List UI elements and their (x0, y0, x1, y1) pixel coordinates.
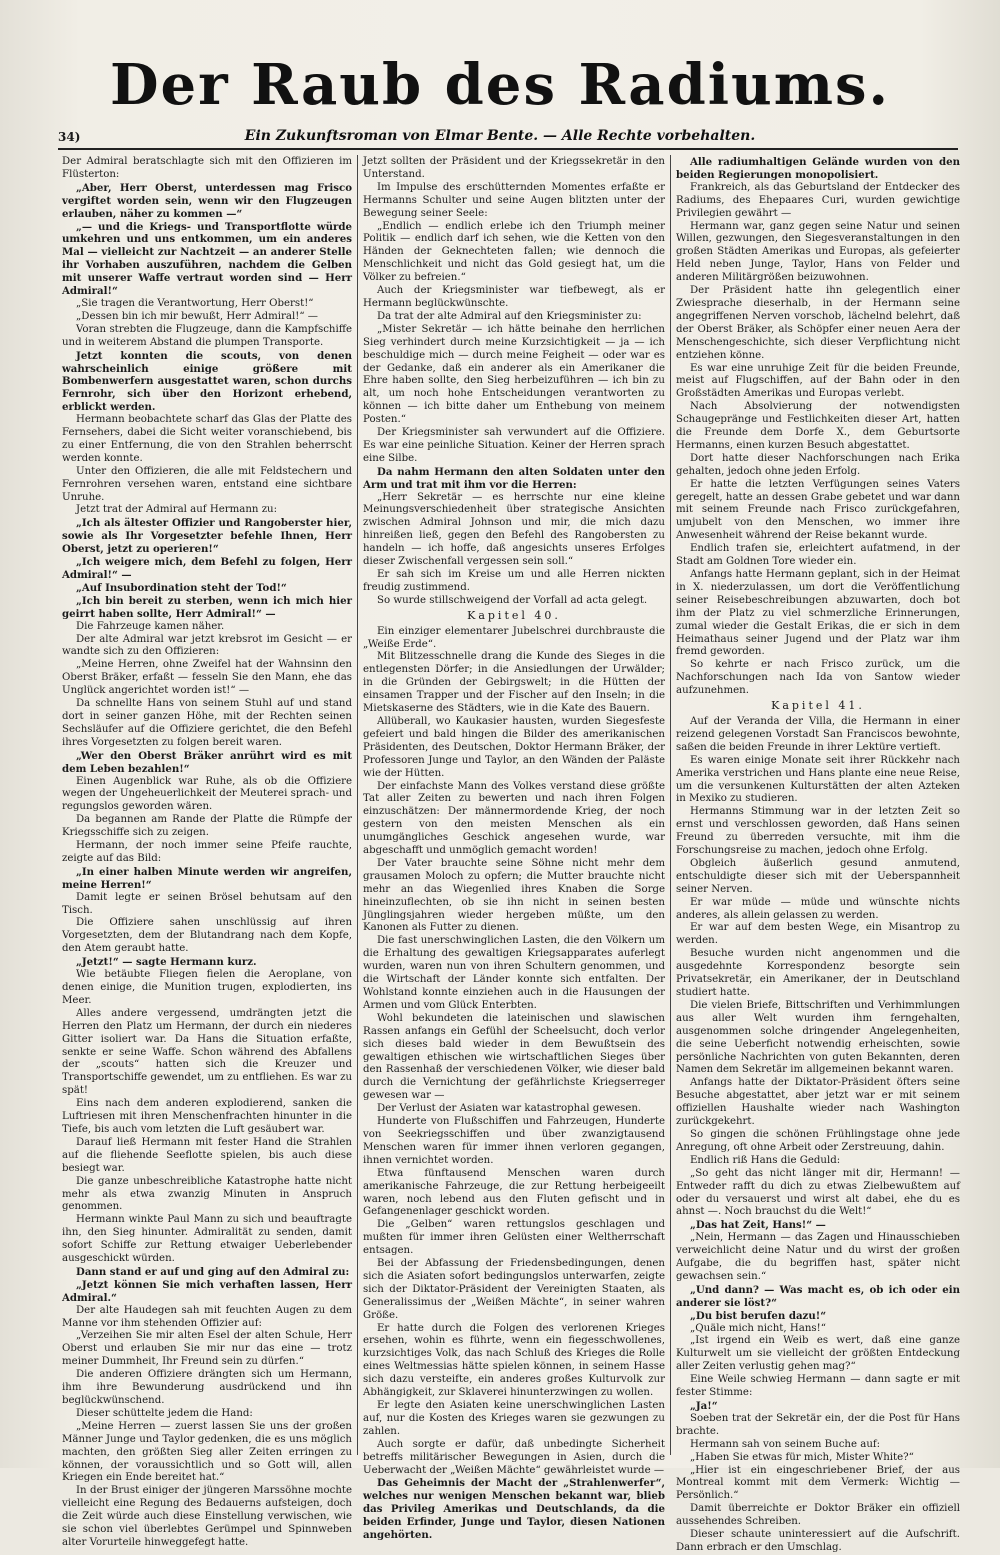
paragraph: „Hier ist ein eingeschriebener Brief, der aus Montreal kommt mit dem Vermerk: Wichtig — Persönlich.“ (676, 1464, 960, 1502)
paragraph: „Das hat Zeit, Hans!“ — (690, 1219, 826, 1232)
chapter-heading: Kapitel 41. (771, 699, 865, 713)
paragraph: „Jetzt können Sie mich verhaften lassen, Herr Admiral.“ (62, 1278, 352, 1304)
paragraph: Frankreich, als das Geburtsland der Entdecker des Radiums, des Ehepaares Curi, wurden gewichtige Privilegien gewährt — (676, 181, 960, 219)
paragraph: Hunderte von Flußschiffen und Fahrzeugen, Hunderte von Seekriegsschiffen und über zwanzigtausend Menschen waren für immer ihnen verloren gegangen, ihnen vernichtet worden. (363, 1116, 665, 1166)
paragraph: Soeben trat der Sekretär ein, der die Post für Hans brachte. (676, 1412, 960, 1437)
page-title: Der Raub des Radiums. (109, 52, 890, 118)
paragraph: Die „Gelben“ waren rettungslos geschlagen und mußten für immer ihren Gelüsten einer Weltherrschaft entsagen. (363, 1219, 665, 1257)
paragraph: Er war auf dem besten Wege, ein Misantrop zu werden. (676, 922, 960, 947)
paragraph: Der einfachste Mann des Volkes verstand diese größte Tat aller Zeiten zu bewerten und nach ihren Folgen einzuschätzen: Der männermordende Krieg, der noch gestern von den meisten Menschen als ein unumgängliches Geschick angesehen wurde, war abgeschafft und unmöglich gemacht worden! (363, 780, 665, 857)
paragraph: „In einer halben Minute werden wir angreifen, meine Herren!“ (62, 865, 352, 891)
paragraph: Er legte den Asiaten keine unerschwinglichen Lasten auf, nur die Kosten des Krieges waren sie gezwungen zu zahlen. (363, 1400, 665, 1437)
paragraph: Nach Absolvierung der notwendigsten Schaugepränge und Festlichkeiten dieser Art, hatten die Freunde dem Dorfe X., dem Geburtsorte Hermanns, einen kurzen Besuch abgestattet. (676, 401, 960, 451)
paragraph: „Ich bin bereit zu sterben, wenn ich mich hier geirrt haben sollte, Herr Admiral!“ — (62, 594, 352, 620)
paragraph: Ein einziger elementarer Jubelschrei durchbrauste die „Weiße Erde“. (363, 625, 665, 650)
paragraph: „Meine Herren, ohne Zweifel hat der Wahnsinn den Oberst Bräker, erfaßt — fesseln Sie den Mann, ehe das Unglück angerichtet worden ist!“ — (62, 659, 352, 697)
paragraph: „Du bist berufen dazu!“ (690, 1309, 827, 1322)
paragraph: Der Präsident hatte ihn gelegentlich einer Zwiesprache dieserhalb, in der Hermann seine angegriffenen Nerven vorschob, lächelnd belehrt, daß der Oberst Bräker, als Schöpfer einer neuen Aera der Menschengeschichte, sich dieser Verpflichtung nicht entziehen könne. (676, 285, 960, 361)
paragraph: Dort hatte dieser Nachforschungen nach Erika gehalten, jedoch ohne jeden Erfolg. (676, 452, 960, 477)
article-column-1 (62, 156, 352, 1548)
column-divider (670, 155, 671, 1455)
paragraph: Darauf ließ Hermann mit fester Hand die Strahlen auf die fliehende Seeflotte spielen, bis auch diese besiegt war. (62, 1136, 352, 1174)
paragraph: „So geht das nicht länger mit dir, Hermann! — Entweder rafft du dich zu etwas Zielbewußtem auf oder du versauerst und wirst alt dabei, ehe du es ahnst —. Noch brauchst du die Welt!“ (676, 1167, 960, 1218)
paragraph: So kehrte er nach Frisco zurück, um die Nachforschungen nach Ida von Santow wieder aufzunehmen. (676, 659, 960, 697)
paragraph: „Ich als ältester Offizier und Rangoberster hier, sowie als Ihr Vorgesetzter befehle Ihnen, Herr Oberst, jetzt zu operieren!“ (62, 517, 352, 556)
paragraph: Anfangs hatte der Diktator-Präsident öfters seine Besuche abgestattet, aber jetzt war er mit seinem offiziellen Haushalte wieder nach Washington zurückgekehrt. (676, 1077, 960, 1128)
paragraph: „Aber, Herr Oberst, unterdessen mag Frisco vergiftet worden sein, wenn wir den Flugzeugen erlauben, näher zu kommen —“ (62, 181, 352, 220)
paragraph: „Auf Insubordination steht der Tod!“ (76, 581, 287, 594)
paragraph: Die Fahrzeuge kamen näher. (76, 620, 225, 632)
paragraph: „— und die Kriegs- und Transportflotte würde umkehren und uns entkommen, um ein anderes Mal — vielleicht zur Nachtzeit — an anderer Stelle ihr Vorhaben auszuführen, nachdem die Gelben mit unserer Waffe vertraut worden sind — Herr Admiral!“ (62, 220, 352, 298)
paragraph: Eins nach dem anderen explodierend, sanken die Luftriesen mit ihren Menschenfrachten hinunter in die Tiefe, bis auch vom letzten die Luft gesäubert war. (62, 1098, 352, 1135)
paragraph: Der alte Admiral war jetzt krebsrot im Gesicht — er wandte sich zu den Offizieren: (62, 633, 352, 658)
paragraph: Die Offiziere sahen unschlüssig auf ihren Vorgesetzten, dem der Blutandrang nach dem Kopfe, den Atem geraubt hatte. (62, 917, 352, 955)
paragraph: Er hatte durch die Folgen des verlorenen Krieges ersehen, wohin es führte, wenn ein fiegesschwollenes, kurzsichtiges Volk, das nach Schluß des Krieges die Rolle eines Weltmessias hätte spielen können, in seinem Hasse sich dazu versteifte, ein anderes großes Kulturvolk zur Abhängigkeit, zur Sklaverei hinunterzwingen zu wollen. (363, 1322, 665, 1399)
paragraph: Eine Weile schwieg Hermann — dann sagte er mit fester Stimme: (676, 1374, 960, 1399)
paragraph: Hermann beobachtete scharf das Glas der Platte des Fernsehers, dabei die Sicht weiter voranschiebend, bis zu einer Entfernung, die von den Strahlen beherrscht werden konnte. (62, 414, 352, 464)
paragraph: Auch sorgte er dafür, daß unbedingte Sicherheit betreffs militärischer Bewegungen in Asien, durch die Ueberwacht der „Weißen Mächte“ gewährleistet wurde — (363, 1438, 665, 1476)
chapter-heading: Kapitel 40. (467, 608, 561, 622)
paragraph: So gingen die schönen Frühlingstage ohne jede Anregung, oft ohne Arbeit oder Zerstreuung, dahin. (676, 1128, 960, 1153)
paragraph: Alle radiumhaltigen Gelände wurden von den beiden Regierungen monopolisiert. (676, 156, 960, 181)
article-column-3 (676, 156, 960, 1553)
paragraph: Obgleich äußerlich gesund anmutend, entschuldigte dieser sich mit der Ueberspannheit seiner Nerven. (676, 857, 960, 895)
paragraph: Bei der Abfassung der Friedensbedingungen, denen sich die Asiaten sofort bedingungslos unterwarfen, zeigte sich der Diktator-Präsident der Vereinigten Staaten, als Generalissimus der „Weißen Mächte“, in seiner wahren Größe. (363, 1258, 665, 1321)
paragraph: „Wer den Oberst Bräker anrührt wird es mit dem Leben bezahlen!“ (62, 749, 352, 775)
paragraph: Wie betäubte Fliegen fielen die Aeroplane, von denen einige, die Munition trugen, explodierten, ins Meer. (62, 969, 352, 1006)
paragraph: So wurde stillschweigend der Vorfall ad acta gelegt. (377, 594, 648, 606)
paragraph: Es war eine unruhige Zeit für die beiden Freunde, meist auf Flugschiffen, auf der Bahn oder in den Großstädten Amerikas und Europas verlebt. (676, 362, 960, 400)
paragraph: Endlich trafen sie, erleichtert aufatmend, in der Stadt am Goldnen Tore wieder ein. (676, 543, 960, 568)
paragraph: „Ich weigere mich, dem Befehl zu folgen, Herr Admiral!“ — (62, 556, 352, 581)
paragraph: Er war müde — müde und wünschte nichts anderes, als allein gelassen zu werden. (676, 896, 960, 921)
paragraph: Voran strebten die Flugzeuge, dann die Kampfschiffe und in weiterem Abstand die plumpen Transporte. (62, 323, 352, 348)
paragraph: Wohl bekundeten die lateinischen und slawischen Rassen anfangs ein Gefühl der Scheelsucht, doch verlor sich dieses bald wieder in dem Bewußtsein des gewaltigen ethischen wie wirtschaftlichen Sieges über den Rassenhaß der verschiedenen Völker, wie dieser bald durch die Vernichtung der gefährlichste Kriegserreger gewesen war — (363, 1012, 665, 1102)
paragraph: Unter den Offizieren, die alle mit Feldstechern und Fernrohren versehen waren, entstand eine sichtbare Unruhe. (62, 465, 352, 503)
paragraph: Einen Augenblick war Ruhe, als ob die Offiziere wegen der Ungeheuerlichkeit der Meuterei sprach- und regungslos geworden wären. (62, 775, 352, 813)
paragraph: Die ganze unbeschreibliche Katastrophe hatte nicht mehr als etwa zwanzig Minuten in Anspruch genommen. (62, 1175, 352, 1213)
paragraph: Dieser schaute uninteressiert auf die Aufschrift. Dann erbrach er den Umschlag. (676, 1529, 960, 1553)
page-number: 34) (58, 130, 81, 144)
paragraph: Besuche wurden nicht angenommen und die ausgedehnte Korrespondenz besorgte sein Privatsekretär, ein Amerikaner, der in Deutschland studiert hatte. (676, 948, 960, 998)
paragraph: Im Impulse des erschütternden Momentes erfaßte er Hermanns Schulter und seine Augen blitzten unter der Bewegung seiner Seele: (363, 181, 665, 219)
paragraph: Da trat der alte Admiral auf den Kriegsminister zu: (377, 310, 642, 322)
paragraph: „Ja!“ (690, 1400, 718, 1412)
paragraph: Auch der Kriegsminister war tiefbewegt, als er Hermann beglückwünschte. (363, 285, 665, 309)
paragraph: Dann stand er auf und ging auf den Admiral zu: (76, 1265, 350, 1278)
paragraph: Alles andere vergessend, umdrängten jetzt die Herren den Platz um Hermann, der durch ein niederes Gitter isoliert war. Da Hans die Situation erfaßte, senkte er seine Waffe. Schon während des Abfallens der „scouts“ hatten sich die Kreuzer und Transportschiffe gewendet, um zu entfliehen. Es war zu spät! (62, 1007, 352, 1097)
paragraph: Anfangs hatte Hermann geplant, sich in der Heimat in X. niederzulassen, um dort die Veröffentlichung seiner Reisebeschreibungen abzuwarten, doch bot ihm der Platz zu viel schmerzliche Erinnerungen, zumal wieder die Gestalt Erikas, die er sich in dem Heimathaus seiner Jugend und der Platz war ihm fremd geworden. (676, 569, 960, 658)
paragraph: Er sah sich im Kreise um und alle Herren nickten freudig zustimmend. (363, 569, 665, 593)
paragraph: Jetzt trat der Admiral auf Hermann zu: (76, 504, 278, 516)
article-column-2 (363, 156, 665, 1542)
paragraph: „Quäle mich nicht, Hans!“ (690, 1322, 826, 1334)
paragraph: „Nein, Hermann — das Zagen und Hinausschieben verweichlicht deine Natur und du wirst der großen Aufgabe, die du begriffen hast, später nicht gewachsen sein.“ (676, 1232, 960, 1282)
paragraph: „Sie tragen die Verantwortung, Herr Oberst!“ (76, 297, 314, 309)
paragraph: Etwa fünftausend Menschen waren durch amerikanische Fahrzeuge, die zur Rettung herbeigeeilt waren, noch lebend aus den Fluten gefischt und in Gefangenenlager geschickt worden. (363, 1167, 665, 1218)
paragraph: Er hatte die letzten Verfügungen seines Vaters geregelt, hatte an dessen Grabe gebetet und war dann mit seinem Freunde nach Frisco zurückgefahren, umjubelt von den Menschen, wo immer ihre Anwesenheit während der Reise bekannt wurde. (676, 478, 960, 542)
paragraph: Da nahm Hermann den alten Soldaten unter den Arm und trat mit ihm vor die Herren: (363, 465, 665, 491)
paragraph: Hermann sah von seinem Buche auf: (690, 1438, 881, 1450)
paragraph: Der alte Haudegen sah mit feuchten Augen zu dem Manne vor ihm stehenden Offizier auf: (62, 1304, 352, 1329)
paragraph: Jetzt sollten der Präsident und der Kriegssekretär in den Unterstand. (363, 156, 665, 180)
paragraph: Da schnellte Hans von seinem Stuhl auf und stand dort in seiner ganzen Höhe, mit der Rechten seinen Sechsläufer auf die Offiziere gerichtet, die den Befehl ihres Vorgesetzten zu folgen bereit waren. (62, 698, 352, 748)
paragraph: Mit Blitzesschnelle drang die Kunde des Sieges in die entlegensten Dörfer; in die Ansiedlungen der Urwälder; in die Gründen der Gebirgswelt; in die Hütten der einsamen Trapper und der Fischer auf den Inseln; in die Mietskaserne des Städters, wie in die Kate des Bauern. (363, 651, 665, 715)
paragraph: Das Geheimnis der Macht der „Strahlenwerfer“, welches nur wenigen Menschen bekannt war, blieb das Privileg Amerikas und Deutschlands, da die beiden Erfinder, Junge und Taylor, diesen Nationen angehörten. (363, 1477, 665, 1542)
paragraph: Hermanns Stimmung war in der letzten Zeit so ernst und verschlossen geworden, daß Hans seinen Freund zu überreden versuchte, mit ihm die Forschungsreise zu machen, jedoch ohne Erfolg. (676, 806, 960, 857)
subtitle: Ein Zukunftsroman von Elmar Bente. — Alle Rechte vorbehalten. (244, 128, 756, 144)
paragraph: Es waren einige Monate seit ihrer Rückkehr nach Amerika verstrichen und Hans plante eine neue Reise, um die versunkenen Kulturstätten der alten Azteken in Mexiko zu studieren. (676, 754, 960, 805)
paragraph: Auf der Veranda der Villa, die Hermann in einer reizend gelegenen Vorstadt San Franciscos bewohnte, saßen die beiden Freunde in ihrer Lektüre vertieft. (676, 715, 960, 753)
paragraph: „Dessen bin ich mir bewußt, Herr Admiral!“ — (76, 310, 318, 322)
paragraph: Die vielen Briefe, Bittschriften und Verhimmlungen aus aller Welt wurden ihm ferngehalten, ausgenommen solche dringender Angelegenheiten, die seine Ueberficht notwendig erheischten, sowie persönliche Nachrichten von guten Bekannten, deren Namen dem Sekretär im allgemeinen bekannt waren. (676, 999, 960, 1076)
paragraph: Der Verlust der Asiaten war katastrophal gewesen. (377, 1103, 642, 1115)
paragraph: „Jetzt!“ — sagte Hermann kurz. (76, 956, 257, 969)
paragraph: Der Admiral beratschlagte sich mit den Offizieren im Flüsterton: (62, 156, 352, 180)
paragraph: „Herr Sekretär — es herrschte nur eine kleine Meinungsverschiedenheit über strategische Ansichten zwischen Admiral Johnson und mir, die mich dazu hinreißen ließ, gegen den Befehl des Rangobersten zu handeln — ich hoffe, daß angesichts unseres Erfolges dieser Zwischenfall vergessen sein soll.“ (363, 491, 665, 568)
column-divider (357, 155, 358, 1455)
paragraph: Da begannen am Rande der Platte die Rümpfe der Kriegsschiffe sich zu zeigen. (62, 814, 352, 839)
paragraph: Der Kriegsminister sah verwundert auf die Offiziere. Es war eine peinliche Situation. Keiner der Herren sprach eine Silbe. (363, 427, 665, 464)
paragraph: Hermann, der noch immer seine Pfeife rauchte, zeigte auf das Bild: (62, 840, 352, 864)
paragraph: „Haben Sie etwas für mich, Mister White?“ (690, 1451, 914, 1463)
paragraph: Die anderen Offiziere drängten sich um Hermann, ihm ihre Bewunderung ausdrückend und ihn beglückwünschend. (62, 1369, 352, 1406)
paragraph: Jetzt konnten die scouts, von denen wahrscheinlich einige größere mit Bombenwerfern ausgestattet waren, schon durchs Fernrohr, sich über den Horizont erhebend, erblickt werden. (62, 349, 352, 414)
paragraph: „Endlich — endlich erlebe ich den Triumph meiner Politik — endlich darf ich sehen, wie die Ketten von den Händen der Geknechteten fallen; wie dennoch die Menschlichkeit und nicht das Gold gesiegt hat, um die Völker zu befreien.“ (363, 220, 665, 284)
paragraph: Die fast unerschwinglichen Lasten, die den Völkern um die Erhaltung des gewaltigen Kriegsapparates auferlegt wurden, waren nun von ihren Schultern genommen, und die Wirtschaft der Länder konnte sich entfalten. Der Wohlstand konnte einziehen auch in die Hausungen der Armen und vom Glück Enterbten. (363, 935, 665, 1011)
paragraph: Hermann winkte Paul Mann zu sich und beauftragte ihn, den Sieg hinunter. Admiralität zu senden, damit sofort Schiffe zur Rettung etwaiger Ueberlebender ausgeschickt würden. (62, 1214, 352, 1265)
paragraph: Hermann war, ganz gegen seine Natur und seinen Willen, gezwungen, den Siegesveranstaltungen in den großen Städten Amerikas und Europas, als gefeierter Held neben Junge, Taylor, Hans von Felder und anderen Militärgrößen beizuwohnen. (676, 220, 960, 284)
header-rule (58, 148, 958, 150)
paragraph: In der Brust einiger der jüngeren Marssöhne mochte vielleicht eine Regung des Bedauerns aufsteigen, doch die Zeit würde auch diese Einstellung verwischen, wie sie schon viel überlebtes Gerümpel und Spinnweben alter Vorurteile hinweggefegt hatte. (62, 1485, 352, 1548)
paragraph: Endlich riß Hans die Geduld: (690, 1154, 841, 1166)
paragraph: Damit legte er seinen Brösel behutsam auf den Tisch. (62, 891, 352, 916)
paragraph: „Meine Herren — zuerst lassen Sie uns der großen Männer Junge und Taylor gedenken, die es uns möglich machten, den größten Sieg aller Zeiten erringen zu können, der voraussichtlich und so Gott will, allen Kriegen ein Ende bereitet hat.“ (62, 1420, 352, 1484)
paragraph: Allüberall, wo Kaukasier hausten, wurden Siegesfeste gefeiert und bald hingen die Bilder des amerikanischen Präsidenten, des Deutschen, Doktor Hermann Bräker, der Professoren Junge und Taylor, an den Wänden der Paläste wie der Hütten. (363, 715, 665, 779)
paragraph: Der Vater brauchte seine Söhne nicht mehr dem grausamen Moloch zu opfern; die Mutter brauchte nicht mehr an das Wiegenlied ihres Knaben die Sorge hineinzuflechten, ob sie ihn nicht in seinen besten Jünglingsjahren wieder hergeben müßte, um den Kanonen als Futter zu dienen. (363, 857, 665, 934)
paragraph: „Verzeihen Sie mir alten Esel der alten Schule, Herr Oberst und erlauben Sie mir nur das eine — trotz meiner Dummheit, Ihr Freund sein zu dürfen.“ (62, 1330, 352, 1368)
paragraph: „Mister Sekretär — ich hätte beinahe den herrlichen Sieg verhindert durch meine Kurzsichtigkeit — ja — ich beschuldige mich — durch meine Feigheit — oder war es der Gedanke, daß ein anderer als ein Amerikaner die Ehre haben sollte, den Sieg herbeizuführen — ich bin zu alt, um noch hohe Entscheidungen verantworten zu können — ich bitte daher um Enthebung von meinem Posten.“ (363, 323, 665, 426)
paragraph: Dieser schüttelte jedem die Hand: (76, 1407, 253, 1419)
paragraph: Damit überreichte er Doktor Bräker ein offiziell aussehendes Schreiben. (676, 1503, 960, 1528)
paragraph: „Ist irgend ein Weib es wert, daß eine ganze Kulturwelt um sie vielleicht der größten Entdeckung aller Zeiten verlustig gehen mag?“ (676, 1335, 960, 1373)
paragraph: „Und dann? — Was macht es, ob ich oder ein anderer sie löst?“ (676, 1283, 960, 1309)
